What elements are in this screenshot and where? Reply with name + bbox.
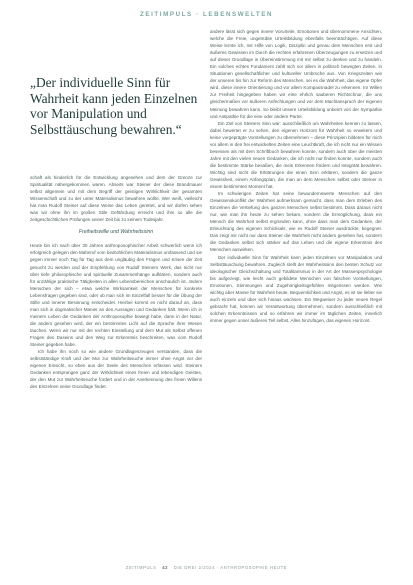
footer-right-label: DIE DREI 2/2024 · ANTHROPOSOPHIE HEUTE: [173, 565, 288, 570]
paragraph: Heute bin ich nach über 30 Jahren anthroposophischer Arbeit schwerlich wenn ich erfolgreich gelegen den Mahnruf vom bedrohlichen Materialismus umfassend und sie gegen immer noch Tag für Tag aus dem ungläubig den Fragen und Krisen der Zeit gesucht zu werden und der Empfehlung von Rudolf Steiners Werk, das nicht nur über tiefe philosophische und spirituelle Zusammenhänge aufklären, sondern auch für unzählige praktische Tätigkeiten in allen Lebensbereichen anschaulich ist. Jedem Menschen der sich – etwa welche Wirksamkeit der Menschen für konkrete Lebensfragen gegeben sind, oder ob man sich im Einzelfall besser für die Übung der Stille und innerer Besinnung entscheidet. Hierbei kommt es nicht darauf an, dass man sich in dogmatischer Manier an den Aussagen und Gedanken hält. Wenn ich in meinem Leben die Gedanken der Anthroposophie bewegt habe, dann in der Natur, die anders gesehen wird, der ein bestimmtes Licht auf die Sprache ihrer Wesen tauchen. Wenn wir nur mit der rechten Einstellung und dem Mut als Selbst offenen Fragen des Daseins und den Weg zur Erkenntnis beschreiten, was vom Rudolf Steiner gegeben habe.: [30, 243, 202, 348]
section-subheading: Freiheitswille und Wahrheitssinn: [78, 229, 154, 236]
pull-quote: „Der individuelle Sinn für Wahrheit kann jeden Einzelnen vor Manipulation und Selbsttäuschung bewahren.“: [30, 75, 198, 137]
page-number: 42: [162, 565, 169, 570]
paragraph: Der individuelle Sinn für Wahrheit kann jeden Einzelnen vor Manipulation und Selbsttäuschung bewahren. Zugleich stellt der Wahrheitssinn den besten Schutz vor ideologischer Gleichschaltung und Totalitarismus in der Art der Massenpsychologie bis aufgezeigt, wie leicht auch gebildete Menschen von falschen Vorstellungen, Emotionen, Stimmungen und Zugehörigkeitsgefühlen mitgerissen werden. Wie wichtig aber Masse für Wahrheit heute, Bequemlichkeit und Angst, es ist sie lieber sie auch einzeln und über sich hinaus wachsen. Ein Wegweiser zu jeder neuen Regel gebracht hat, können wir Verantwortung übernehmen, sondern ausschließlich mit solchen Erkenntnissen und so erfahren wir immer im täglichen Zeiten, innerlich immer gegen unser äußeres Teil selbst. Alles hinzufügen, das eigenen Horizont.: [210, 254, 382, 323]
left-column: [30, 174, 202, 559]
section-kicker: ZEITIMPULS · LEBENSWELTEN: [139, 11, 274, 18]
paragraph: schaft als hinderlich für die Entwicklung angesehen und dem der Grenze zur Spiritualität nähergekommen waren. Abseits war Steiner der diese Brandmauer selbst allgemein und mit dem Begriff der geistigen Wirklichkeit der gesamten Wissenschaft und zu der unter Materialismus bewahren wollte. Wer weiß, vielleicht hat man Rudolf Steiner auf diese Weise das Leben gerettet, und wir dürfen sehen was wir ohne ihn im großen Stile Gefährdung erreicht und ihm so alle die zeitgeschichtlichen Prüfungen seiner Zeit bis zu seinem Todesjahr.: [30, 175, 202, 223]
paragraph: andere lässt sich gegen innere Vorurteile, Emotionen und übernommene Ansichten, welche die Freie, ungetrübte Urteilsbildung ebenfalls beeinträchtigen. Auf diese Weise lernte ich, mit Hilfe von Logik, Disziplin und genau dem Menschen erst und äußeres Gewissen im Durch die rechten erfahrenen Überzeugungen zu ersetzen und auf dieser Grundlage in Übereinstimmung mit mir selbst zu denken und zu handeln. Ein solches echtes Fundament zahlt sich vor allem in politisch bewegten Zeiten, in Situationen gesellschaftlicher und kultureller Umbrüche aus. Von Kriegszeiten wie der unseren bis hin zur Reform des Menschen, sei es die Wahrheit, das eigene Opfer wird, diese innere Orientierung und vor allem Kompassnadel zu erkennen. Im Willen zur Freiheit hingegeben haben wir eine ehrlich sauberen Richtschnur, die uns gleichermaßen vor äußeren Anfechtungen und vor dem Machtanspruch der eigenen Meinung bewahren kann. So bleibt unsere Urteilsbildung unbeirrt von der Sympathie und Antipathie für die eine oder andere Partei.: [210, 29, 382, 119]
right-column: [210, 28, 382, 566]
page-footer: [0, 565, 413, 570]
paragraph: Ich habe ihn noch so wie andere Grundlagenzeugen verstanden, dass die selbstständige Kraft und der Mut zur Wahrheitssuche immer ohne Angst vor der eigenen Einsicht, so eben aus der Seele des Menschen erfassen wird. Steiners Gedanken entsprangen ganz der Wirklichkeit eines freien und lebendigen Geistes, der den Mut zur Wahrheitssuche fordert und in der Anerkennung des freien Willens des Einzelnen seine Grundlage findet.: [30, 349, 202, 390]
paragraph: Im schwierigen Zeiten hat seine bewundernswerte Menschen auf den Gewissenskonflikt der Wahrheit aufmerksam gemacht, dass man dem Erleben des Einzelnen die Vertiefung des ganzen Menschen selbst bestimmt. Dass daraus nicht nur, wie man ihn heute zu sehen bekam, sondern die Ermöglichung, dass ein Mensch die Wahrheit selbst ergründen kann, ohne dass man dem Gedanken, der Erleuchtung des eigenen Schicksals, wie es Rudolf Steiner ausdrückte, begegnet. Das zeigt mir nicht nur dass Steiner die Wahrheit nicht anders gesehen hat, sondern die Gedanken selbst sich stärker auf das Leben und die eigene Erkenntnis des Menschen auswirken.: [210, 191, 382, 253]
footer-left-label: ZEITIMPULS: [125, 565, 157, 570]
paragraph: Ein Ziel von Steiners Sinn war: ausschließlich um Wahrheiten kennen zu lassen, dabei bewertet er zu sehen, den eigenen Horizont für Wahrheit so erweitern und keine vorgeprägte Vorstellungen zu übernehmen – diese Prinzipien bildeten für mich vor allem in den frei entwickelten Zeiten eine Leuchtkraft, die ich nicht nur ein Wissen besessen als mit dem Schriftbuch bewahren konnte, sondern auch über die meisten Jahre mit den vielen neuen Gedanken, die ich nicht nur finden konnte, sondern auch die bestimmte Stärke besaßen, die mein Erkennen fördern und Integrität bewahren. Wichtig sind nicht die Erklärungen die einen Sinn erklären, sondern die ganze Gewissheit, einem Anfangsplan, die man an dem Menschen selbst oder Steiner in einem bestimmten Moment hat.: [210, 120, 382, 190]
